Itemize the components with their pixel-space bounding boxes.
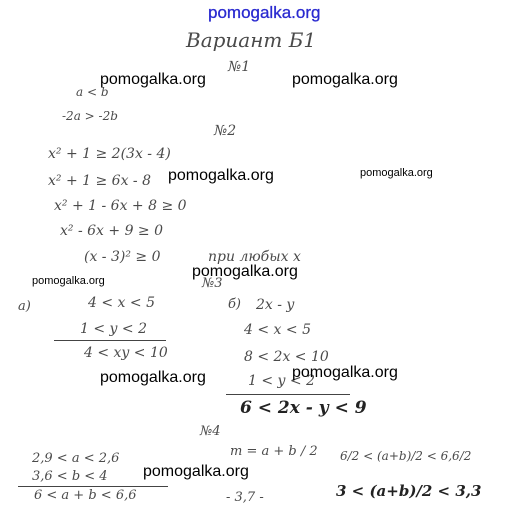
watermark-9: pomogalka.org [143, 463, 249, 480]
watermark-7: pomogalka.org [100, 369, 206, 386]
task3-a-line2: 1 < y < 2 [80, 321, 147, 337]
task3-b-line1: 4 < x < 5 [244, 322, 311, 338]
task3-a-rule [54, 340, 166, 341]
task4-line3: 6 < a + b < 6,6 [34, 488, 137, 503]
site-watermark-top: pomogalka.org [208, 3, 321, 22]
task4-mid-bottom: - 3,7 - [226, 490, 264, 505]
task4-mid-formula: m = a + b / 2 [230, 444, 318, 459]
watermark-2: pomogalka.org [292, 71, 398, 88]
task3-b-line2: 8 < 2x < 10 [244, 349, 329, 365]
task4-right-line2: 3 < (a+b)/2 < 3,3 [336, 482, 482, 500]
watermark-6: pomogalka.org [32, 275, 105, 287]
watermark-3: pomogalka.org [168, 167, 274, 184]
task4-line1: 2,9 < a < 2,6 [32, 451, 120, 466]
task3-b-line4: 6 < 2x - y < 9 [240, 398, 367, 418]
task3-part-a-label: a) [18, 299, 31, 314]
variant-title: Вариант Б1 [186, 28, 317, 52]
watermark-5: pomogalka.org [192, 263, 298, 280]
watermark-1: pomogalka.org [100, 71, 206, 88]
task2-label: №2 [214, 123, 237, 139]
watermark-8: pomogalka.org [292, 364, 398, 381]
task1-line2: -2a > -2b [62, 109, 118, 123]
task4-label: №4 [200, 424, 221, 439]
task3-a-line3: 4 < xy < 10 [84, 345, 168, 361]
task2-line5-note: при любых x [208, 249, 301, 265]
task4-rule [18, 486, 168, 487]
task4-line2: 3,6 < b < 4 [32, 469, 108, 484]
task2-line4: x² - 6x + 9 ≥ 0 [60, 223, 164, 239]
task3-a-line1: 4 < x < 5 [88, 295, 155, 311]
task3-b-line0: 2x - y [256, 297, 295, 313]
task3-b-line3: 1 < y < 2 [248, 373, 315, 389]
task3-part-b-label: б) [228, 297, 242, 312]
task4-right-line1: 6/2 < (a+b)/2 < 6,6/2 [340, 449, 472, 463]
task2-line3: x² + 1 - 6x + 8 ≥ 0 [54, 198, 187, 214]
watermark-4: pomogalka.org [360, 167, 433, 179]
task2-line1: x² + 1 ≥ 2(3x - 4) [48, 146, 171, 162]
task1-line1: a < b [76, 85, 109, 99]
task2-line5: (x - 3)² ≥ 0 [84, 249, 161, 265]
task2-line2: x² + 1 ≥ 6x - 8 [48, 173, 152, 189]
task1-label: №1 [228, 59, 251, 75]
task3-b-rule [226, 394, 350, 395]
task3-label: №3 [202, 276, 223, 291]
